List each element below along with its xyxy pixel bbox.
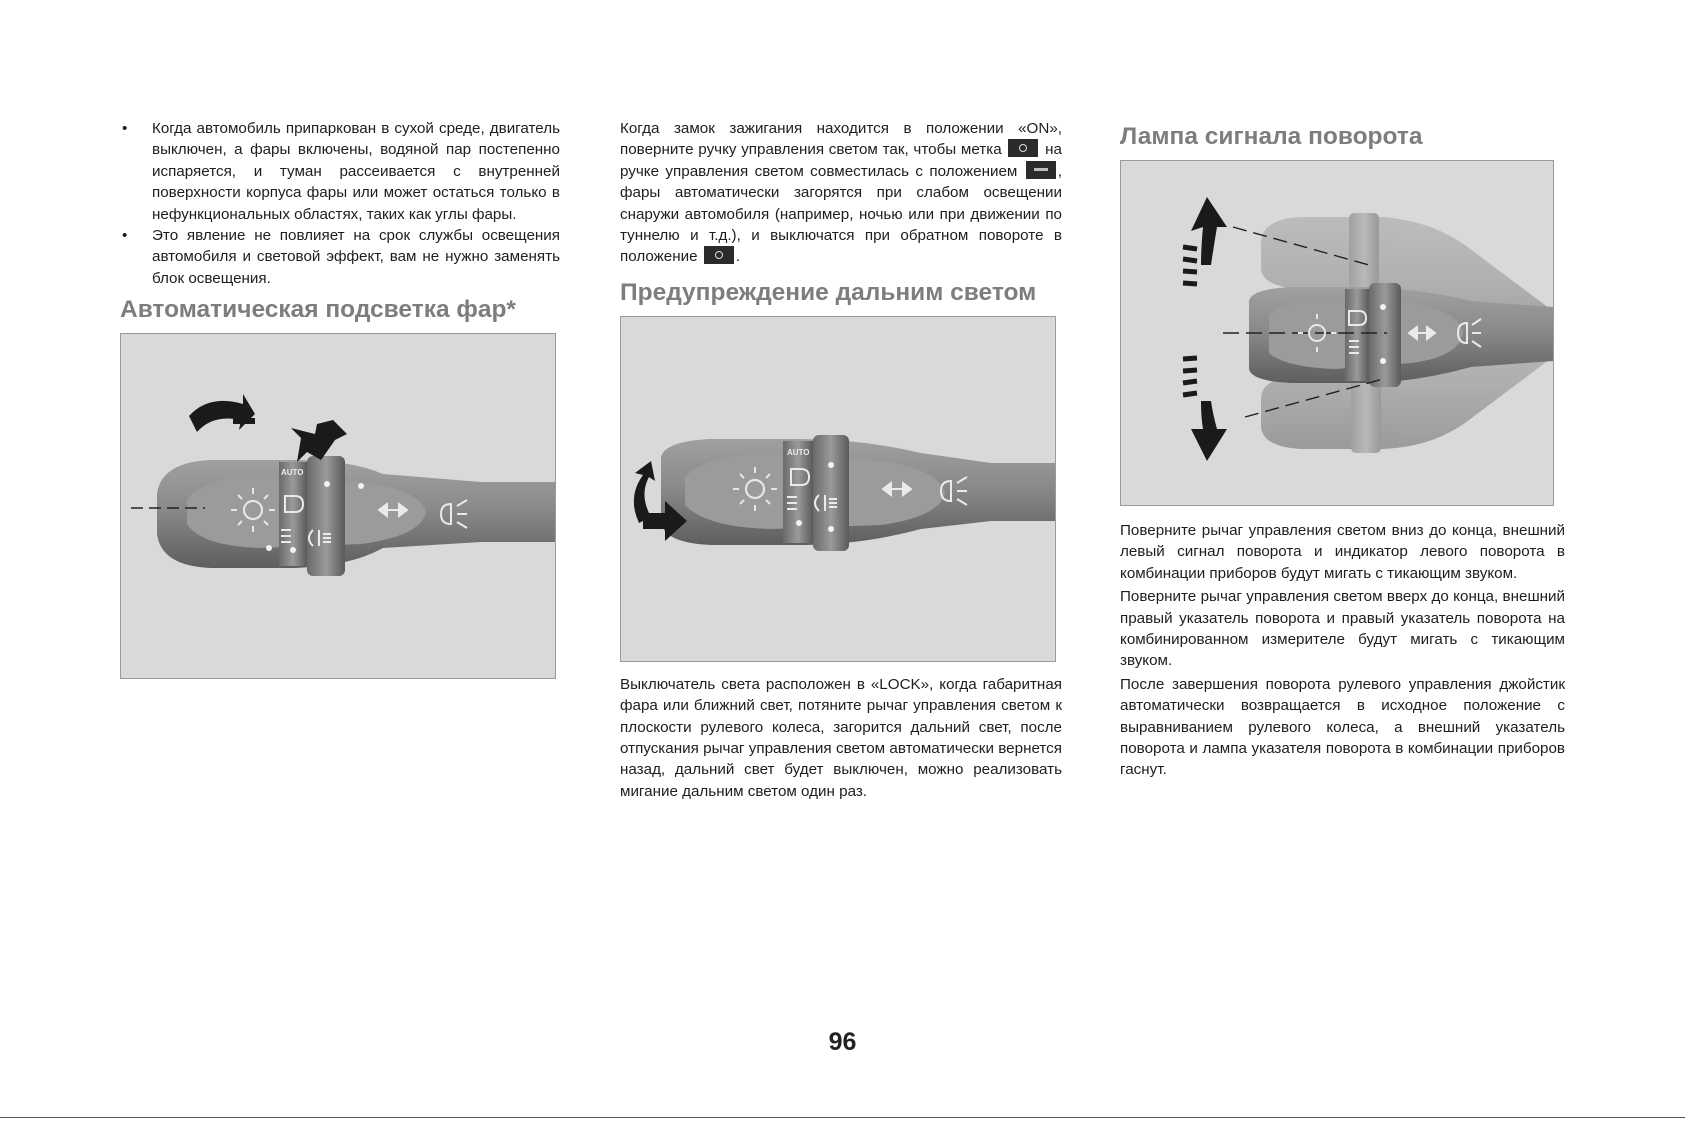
auto-label: AUTO <box>281 468 304 478</box>
turn-signal-stalk-illustration <box>1121 161 1553 505</box>
bullet-item: • Это явление не повлияет на срок службы освещения автомобиля и световой эффект, вам не нужно заменять блок освещения. <box>120 225 560 289</box>
lock-position-icon <box>1008 139 1038 157</box>
auto-position-icon <box>1026 161 1056 179</box>
turn-signal-para: После завершения поворота рулевого управления джойстик автоматически возвращается в исходное положение с выравниванием рулевого колеса, а внешний указатель поворота и лампа указателя поворота в комбинации приборов гаснут. <box>1120 675 1565 779</box>
turn-signal-para: Поверните рычаг управления светом вниз до конца, внешний левый сигнал поворота и индикатор левого поворота в комбинации приборов будут мигать с тикающим звуком. <box>1120 522 1565 582</box>
high-beam-instructions: Выключатель света расположен в «LOCK», когда габаритная фара или ближний свет, потяните рычаг управления светом к плоскости рулевого колеса, загорится дальний свет, после отпускания рычаг управления светом автоматически вернется назад, дальний свет будет выключен, можно реализовать мигание дальним светом один раз. <box>620 675 1062 800</box>
page-number: 96 <box>828 1028 857 1056</box>
auto-label: AUTO <box>787 447 810 457</box>
column-3 <box>1120 118 1565 781</box>
heading-auto-headlights: Автоматическая подсветка фар* <box>120 296 516 324</box>
column-1 <box>120 118 560 679</box>
bottom-rule <box>0 1117 1685 1118</box>
bullet-item: • Когда автомобиль припаркован в сухой среде, двигатель выключен, а фары включены, водяной пар постепенно испаряется, и туман рассеивается с внутренней поверхности корпуса фары или может остаться только в нефункциональных областях, таких как углы фары. <box>120 118 560 225</box>
figure-auto-headlights <box>120 333 556 679</box>
light-stalk-illustration <box>621 317 1055 661</box>
heading-turn-signal: Лампа сигнала поворота <box>1120 123 1423 150</box>
heading-high-beam-warning: Предупреждение дальним светом <box>620 278 1037 306</box>
figure-turn-signal <box>1120 160 1554 506</box>
figure-high-beam <box>620 316 1056 662</box>
lock-position-icon <box>704 246 734 264</box>
column-2 <box>620 118 1062 802</box>
turn-signal-para: Поверните рычаг управления светом вверх до конца, внешний правый указатель поворота и правый указатель поворота на комбинированном измерителе будут мигать с тикающим звуком. <box>1120 588 1565 670</box>
bullet-list <box>120 118 560 289</box>
light-stalk-illustration <box>121 334 555 678</box>
auto-light-instructions: Когда замок зажигания находится в положении «ON», поверните ручку управления светом так, чтобы метка на ручке управления светом совместилась с положением , фары автоматически загорятся при слабом освещении снаружи автомобиля (например, ночью или при движении по туннелю и т.д.), и выключатся при обратном повороте в положение . <box>620 120 1062 266</box>
